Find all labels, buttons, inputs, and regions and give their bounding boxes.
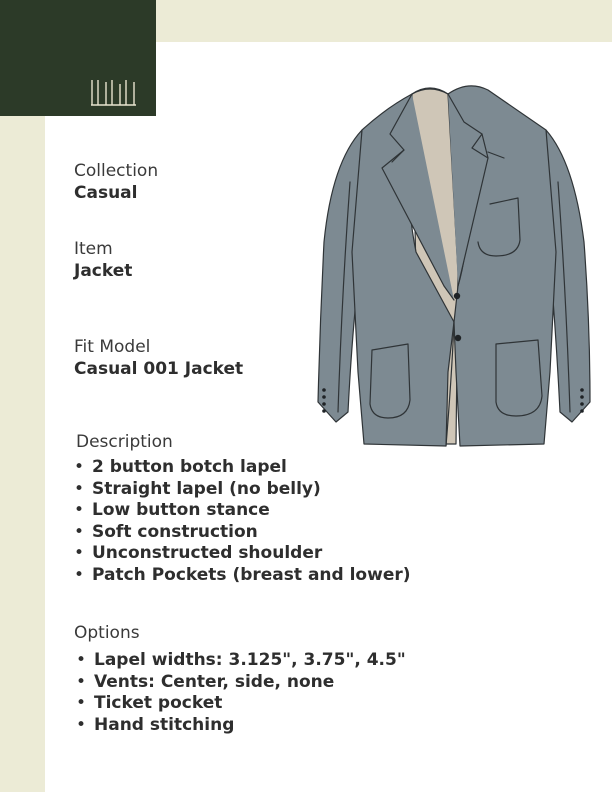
option-item: • Hand stitching [76,714,235,735]
description-item: • Straight lapel (no belly) [74,478,321,499]
bullet-icon: • [74,457,85,477]
description-label: Description [76,432,173,452]
bullet-icon: • [74,543,85,563]
description-item: • Patch Pockets (breast and lower) [74,564,411,585]
jacket-illustration [312,72,596,452]
top-accent-strip [156,0,612,42]
description-item: • Unconstructed shoulder [74,543,323,563]
bullet-icon: • [74,521,85,542]
bullet-icon: • [76,671,87,692]
description-list [74,457,411,586]
option-item: • Vents: Center, side, none [76,671,335,692]
jacket-icon [312,72,596,452]
brand-logo-block [0,0,156,116]
fit-model-label: Fit Model [74,337,151,357]
item-value: Jacket [74,261,133,281]
bullet-icon: • [76,693,87,713]
options-list [76,650,406,736]
bullet-icon: • [76,714,87,735]
option-item: • Lapel widths: 3.125", 3.75", 4.5" [76,650,406,670]
options-label: Options [74,623,140,643]
collection-label: Collection [74,161,159,181]
bullet-icon: • [74,564,85,585]
description-item: • Low button stance [74,500,270,520]
collection-value: Casual [74,183,138,203]
fit-model-value: Casual 001 Jacket [74,359,244,379]
description-item: • Soft construction [74,521,258,542]
bullet-icon: • [74,500,85,520]
left-accent-strip [0,0,45,792]
bullet-icon: • [74,478,85,499]
item-label: Item [74,239,113,259]
description-item: • 2 button botch lapel [74,457,287,477]
brand-logo-icon [90,78,140,106]
option-item: • Ticket pocket [76,693,223,713]
bullet-icon: • [76,650,87,670]
